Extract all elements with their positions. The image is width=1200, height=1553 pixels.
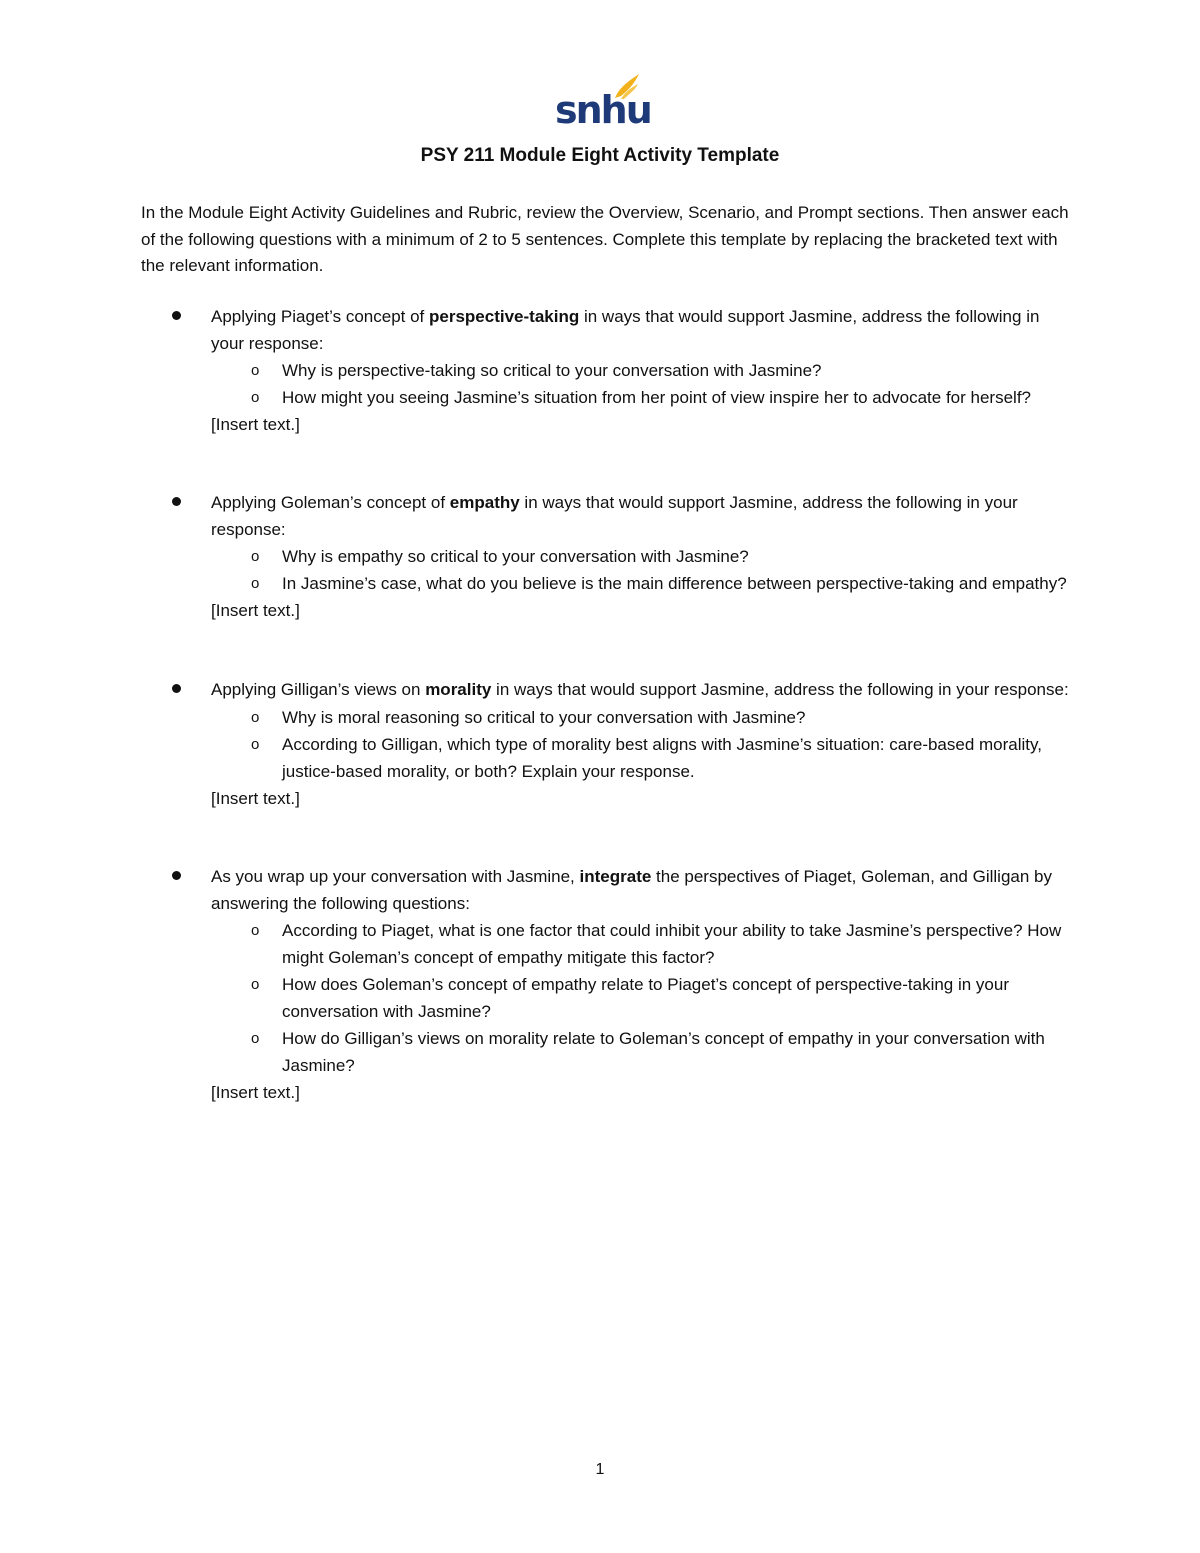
bold-term: empathy <box>449 493 520 512</box>
bullet-section-integrate <box>141 864 1071 1106</box>
logo-wordmark: snhu <box>555 88 651 132</box>
insert-text-placeholder[interactable]: [Insert text.] <box>211 601 300 620</box>
document-title: PSY 211 Module Eight Activity Template <box>420 145 780 166</box>
sub-question-list <box>141 357 1071 411</box>
sub-question-list <box>141 704 1071 785</box>
sub-bullet-marker: o <box>251 1030 260 1047</box>
sub-question: o According to Gilligan, which type of morality best aligns with Jasmine’s situation: care-based morality, justice-based morality, or both? Explain your response. <box>141 731 1071 785</box>
sub-question: o Why is moral reasoning so critical to your conversation with Jasmine? <box>141 704 1071 731</box>
insert-text-placeholder[interactable]: [Insert text.] <box>211 788 300 808</box>
sub-bullet-marker: o <box>251 922 260 939</box>
sub-question: o Why is empathy so critical to your conversation with Jasmine? <box>141 543 1071 570</box>
sub-bullet-marker: o <box>251 735 260 753</box>
sub-bullet-marker: o <box>251 362 260 379</box>
sub-bullet-marker: o <box>251 575 260 592</box>
sub-question-list <box>141 543 1071 597</box>
sub-question: o According to Piaget, what is one factor that could inhibit your ability to take Jasmine’s perspective? How might Goleman’s concept of empathy mitigate this factor? <box>141 917 1071 971</box>
bullet-section-empathy <box>141 490 1071 624</box>
sub-question: o Why is perspective-taking so critical to your conversation with Jasmine? <box>141 357 1071 384</box>
bullet-icon <box>172 497 181 506</box>
bold-term: perspective-taking <box>429 307 580 326</box>
sub-question: o In Jasmine’s case, what do you believe is the main difference between perspective-taking and empathy? <box>141 570 1071 597</box>
snhu-logo <box>553 72 651 134</box>
bullet-icon <box>172 311 181 320</box>
bullet-prompt: Applying Goleman’s concept of empathy in ways that would support Jasmine, address the following in your response: <box>211 493 1018 539</box>
bullet-section-morality <box>141 677 1071 812</box>
insert-text-placeholder[interactable]: [Insert text.] <box>211 415 300 434</box>
sub-bullet-marker: o <box>251 708 260 726</box>
bold-term: morality <box>425 680 492 699</box>
sub-question: o How does Goleman’s concept of empathy relate to Piaget’s concept of perspective-taking in your conversation with Jasmine? <box>141 971 1071 1025</box>
bullet-prompt: As you wrap up your conversation with Jasmine, integrate the perspectives of Piaget, Goleman, and Gilligan by answering the following questions: <box>211 867 1052 913</box>
sub-question-list <box>141 917 1071 1079</box>
insert-text-placeholder[interactable]: [Insert text.] <box>211 1083 300 1102</box>
bullet-icon <box>172 871 181 880</box>
sub-bullet-marker: o <box>251 548 260 565</box>
bullet-prompt: Applying Gilligan’s views on morality in ways that would support Jasmine, address the following in your response: <box>211 680 1069 699</box>
intro-paragraph: In the Module Eight Activity Guidelines and Rubric, review the Overview, Scenario, and Prompt sections. Then answer each of the following questions with a minimum of 2 to 5 sentences. Complete this template by replacing the bracketed text with the relevant information. <box>141 203 1069 275</box>
bullet-section-perspective-taking <box>141 304 1071 438</box>
sub-bullet-marker: o <box>251 976 260 993</box>
sub-question: o How might you seeing Jasmine’s situation from her point of view inspire her to advocate for herself? <box>141 384 1071 411</box>
sub-question: o How do Gilligan’s views on morality relate to Goleman’s concept of empathy in your conversation with Jasmine? <box>141 1025 1071 1079</box>
bold-term: integrate <box>579 867 652 886</box>
sub-bullet-marker: o <box>251 389 260 406</box>
bullet-prompt: Applying Piaget’s concept of perspective-taking in ways that would support Jasmine, address the following in your response: <box>211 307 1040 353</box>
page-number: 1 <box>595 1461 605 1478</box>
bullet-icon <box>172 684 181 693</box>
